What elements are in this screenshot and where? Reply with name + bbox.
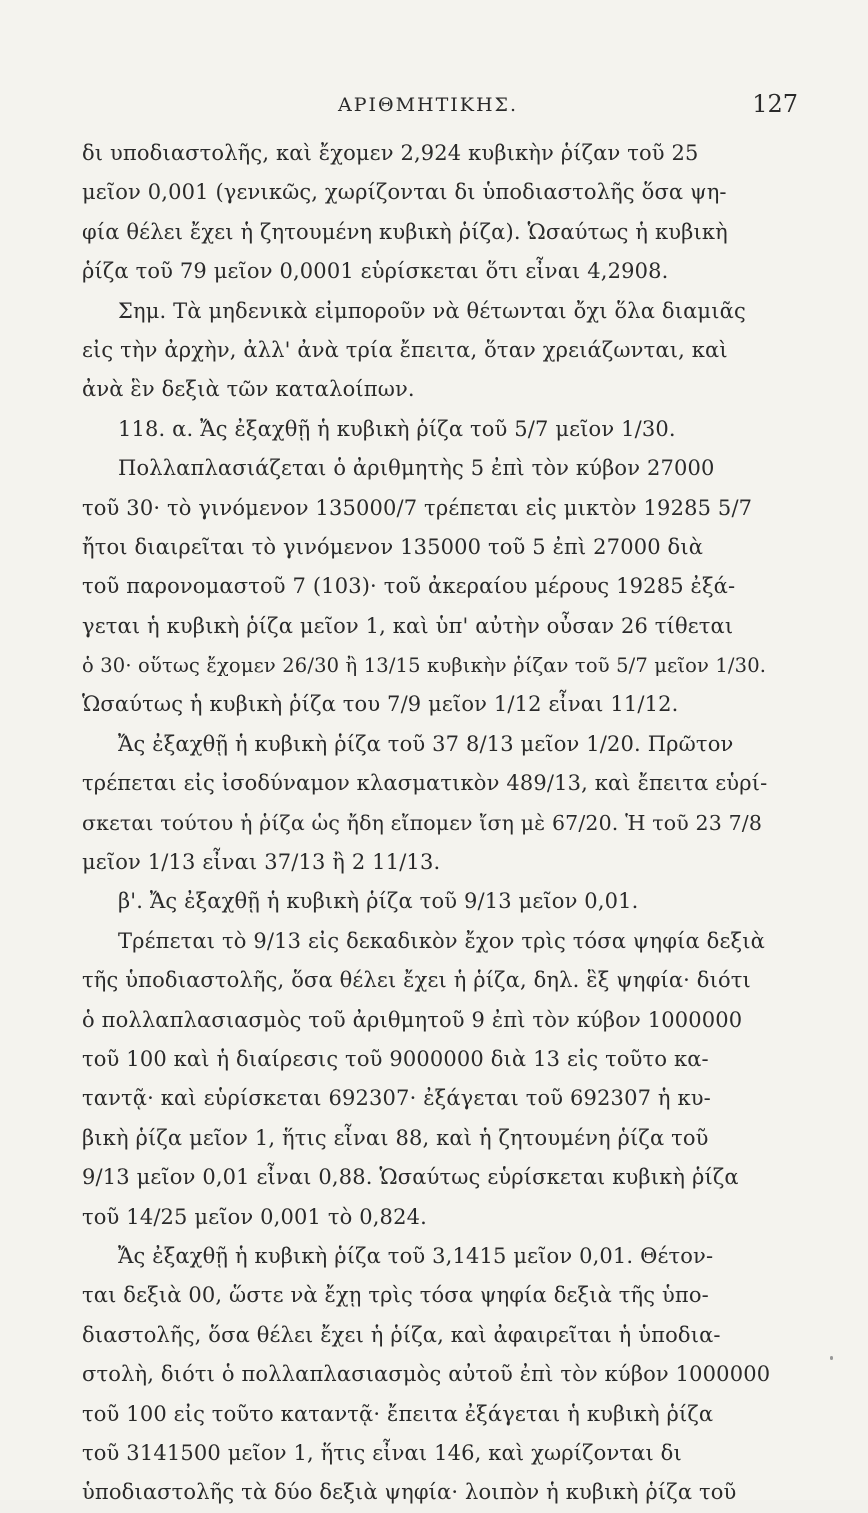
text-line: σκεται τούτου ἡ ῥίζα ὡς ἤδη εἴπομεν ἴση μὲ 67/20. Ἡ τοῦ 23 7/8 bbox=[82, 810, 763, 835]
text-line: ὁ 30· οὕτως ἔχομεν 26/30 ἢ 13/15 κυβικὴν ῥίζαν τοῦ 5/7 μεῖον 1/30. bbox=[82, 654, 767, 678]
section-heading-line: 118. α. Ἄς ἐξαχθῇ ἡ κυβικὴ ῥίζα τοῦ 5/7 μεῖον 1/30. bbox=[118, 416, 676, 441]
page-header bbox=[70, 90, 798, 120]
text-line: ται δεξιὰ 00, ὥστε νὰ ἔχῃ τρὶς τόσα ψηφία δεξιὰ τῆς ὑπο- bbox=[82, 1283, 709, 1308]
text-line: τοῦ 3141500 μεῖον 1, ἥτις εἶναι 146, καὶ χωρίζονται δι bbox=[82, 1440, 682, 1465]
running-title: ΑΡΙΘΜΗΤΙΚΗΣ. bbox=[338, 94, 519, 116]
page-body bbox=[82, 134, 771, 1513]
subsection-heading-line: β'. Ἄς ἐξαχθῇ ἡ κυβικὴ ῥίζα τοῦ 9/13 μεῖον 0,01. bbox=[118, 889, 639, 914]
text-line: Πολλαπλασιάζεται ὁ ἀριθμητὴς 5 ἐπὶ τὸν κύβον 27000 bbox=[118, 456, 715, 481]
text-line: ὁ πολλαπλασιασμὸς τοῦ ἀριθμητοῦ 9 ἐπὶ τὸν κύβον 1000000 bbox=[82, 1007, 743, 1032]
text-line: τρέπεται εἰς ἰσοδύναμον κλασματικὸν 489/13, καὶ ἔπειτα εὑρί- bbox=[82, 771, 768, 796]
text-line: στολὴ, διότι ὁ πολλαπλασιασμὸς αὐτοῦ ἐπὶ τὸν κύβον 1000000 bbox=[82, 1362, 771, 1387]
text-line: τοῦ παρονομαστοῦ 7 (103)· τοῦ ἀκεραίου μέρους 19285 ἐξά- bbox=[82, 574, 736, 599]
text-line: διαστολῆς, ὅσα θέλει ἔχει ἡ ῥίζα, καὶ ἀφαιρεῖται ἡ ὑποδια- bbox=[82, 1322, 721, 1347]
text-line: Τρέπεται τὸ 9/13 εἰς δεκαδικὸν ἔχον τρὶς τόσα ψηφία δεξιὰ bbox=[118, 928, 765, 953]
text-line: τῆς ὑποδιαστολῆς, ὅσα θέλει ἔχει ἡ ῥίζα, δηλ. ἓξ ψηφία· διότι bbox=[82, 968, 751, 993]
text-line: τοῦ 14/25 μεῖον 0,001 τὸ 0,824. bbox=[82, 1204, 427, 1229]
text-line: βικὴ ῥίζα μεῖον 1, ἥτις εἶναι 88, καὶ ἡ ζητουμένη ῥίζα τοῦ bbox=[82, 1125, 709, 1150]
text-line: τοῦ 100 εἰς τοῦτο καταντᾷ· ἔπειτα ἐξάγεται ἡ κυβικὴ ῥίζα bbox=[82, 1401, 714, 1426]
text-line: γεται ἡ κυβικὴ ῥίζα μεῖον 1, καὶ ὑπ' αὐτὴν οὖσαν 26 τίθεται bbox=[82, 613, 734, 638]
text-line: ῥίζα τοῦ 79 μεῖον 0,0001 εὑρίσκεται ὅτι εἶναι 4,2908. bbox=[82, 259, 669, 284]
note-line: Σημ. Τὰ μηδενικὰ εἰμποροῦν νὰ θέτωνται ὄχι ὅλα διαμιᾶς bbox=[118, 298, 746, 323]
text-line: Ἄς ἐξαχθῇ ἡ κυβικὴ ῥίζα τοῦ 37 8/13 μεῖον 1/20. Πρῶτον bbox=[118, 731, 734, 756]
text-line: τοῦ 100 καὶ ἡ διαίρεσις τοῦ 9000000 διὰ 13 εἰς τοῦτο κα- bbox=[82, 1046, 709, 1071]
text-line: ταντᾷ· καὶ εὑρίσκεται 692307· ἐξάγεται τοῦ 692307 ἡ κυ- bbox=[82, 1086, 711, 1111]
text-line: μεῖον 1/13 εἶναι 37/13 ἢ 2 11/13. bbox=[82, 850, 441, 875]
text-line: 9/13 μεῖον 0,01 εἶναι 0,88. Ὡσαύτως εὑρίσκεται κυβικὴ ῥίζα bbox=[82, 1165, 739, 1190]
text-line: ἀνὰ ἓν δεξιὰ τῶν καταλοίπων. bbox=[82, 377, 415, 402]
text-line: φία θέλει ἔχει ἡ ζητουμένη κυβικὴ ῥίζα). Ὡσαύτως ἡ κυβικὴ bbox=[82, 219, 728, 244]
ink-speck bbox=[830, 1356, 833, 1360]
text-line: εἰς τὴν ἀρχὴν, ἀλλ' ἀνὰ τρία ἔπειτα, ὅταν χρειάζωνται, καὶ bbox=[82, 337, 728, 362]
text-line: μεῖον 0,001 (γενικῶς, χωρίζονται δι ὑποδιαστολῆς ὅσα ψη- bbox=[82, 180, 727, 205]
text-line: τοῦ 30· τὸ γινόμενον 135000/7 τρέπεται εἰς μικτὸν 19285 5/7 bbox=[82, 495, 753, 520]
text-line: δι υποδιαστολῆς, καὶ ἔχομεν 2,924 κυβικὴν ῥίζαν τοῦ 25 bbox=[82, 141, 699, 165]
page-number: 127 bbox=[752, 90, 798, 118]
text-line: Ὡσαύτως ἡ κυβικὴ ῥίζα του 7/9 μεῖον 1/12 εἶναι 11/12. bbox=[82, 692, 679, 717]
text-line: ἤτοι διαιρεῖται τὸ γινόμενον 135000 τοῦ 5 ἐπὶ 27000 διὰ bbox=[82, 534, 704, 559]
text-line: Ἄς ἐξαχθῇ ἡ κυβικὴ ῥίζα τοῦ 3,1415 μεῖον 0,01. Θέτον- bbox=[118, 1243, 714, 1268]
text-line: ὑποδιαστολῆς τὰ δύο δεξιὰ ψηφία· λοιπὸν ἡ κυβικὴ ῥίζα τοῦ bbox=[82, 1480, 737, 1505]
